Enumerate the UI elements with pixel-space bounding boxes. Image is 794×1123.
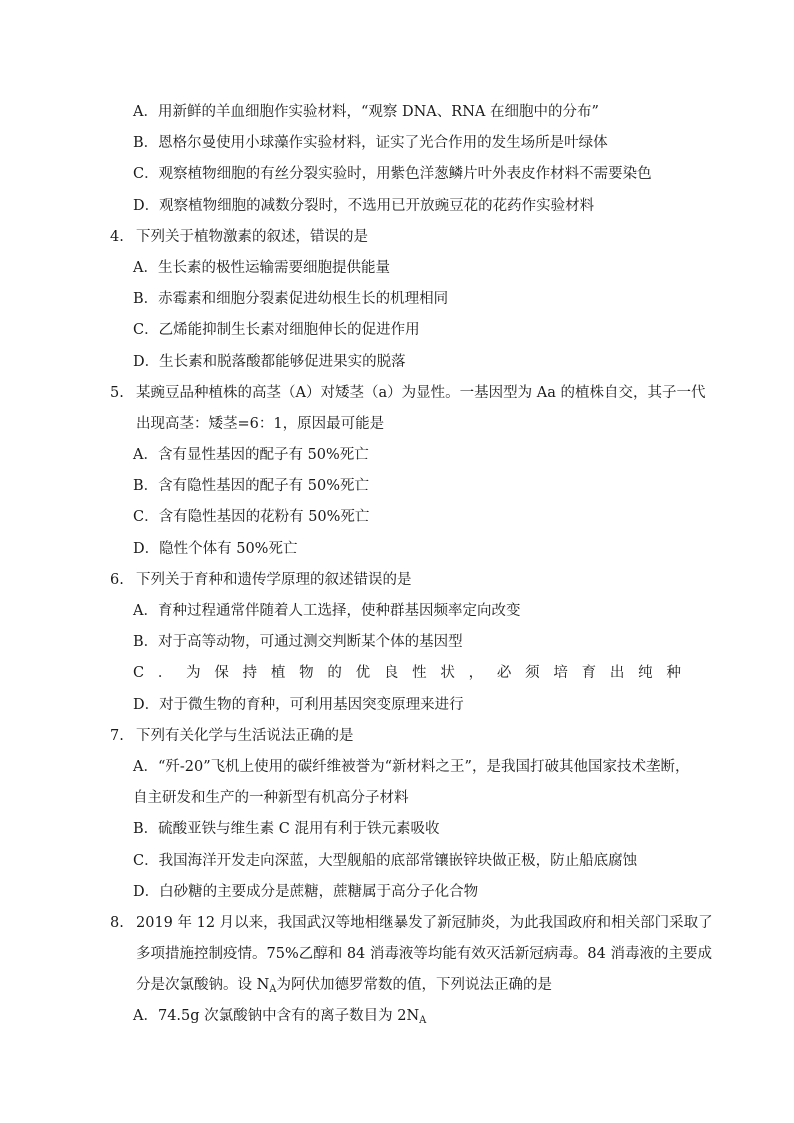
q8-option-a: [133, 1006, 426, 1026]
question-number: 8.: [110, 915, 124, 931]
question-6: [110, 570, 412, 590]
q6-c-char: ，: [468, 665, 484, 681]
subscript: A: [269, 984, 277, 995]
q6-c-char: 植: [270, 665, 286, 681]
q3-option-a: A．用新鲜的羊血细胞作实验材料，“观察 DNA、RNA 在细胞中的分布”: [133, 104, 599, 120]
q4-option-b: B．赤霉素和细胞分裂素促进幼根生长的机理相同: [133, 291, 449, 307]
q3-option-b: B．恩格尔曼使用小球藻作实验材料，证实了光合作用的发生场所是叶绿体: [133, 135, 608, 151]
q6-c-char: 物: [299, 665, 314, 681]
q7-option-c: C．我国海洋开发走向深蓝，大型舰船的底部常镶嵌锌块做正极，防止船底腐蚀: [133, 853, 638, 869]
q5-option-c: C．含有隐性基因的花粉有 50%死亡: [133, 509, 370, 525]
q4-option-d: D．生长素和脱落酸都能够促进果实的脱落: [133, 354, 406, 370]
q4-option-c: C．乙烯能抑制生长素对细胞伸长的促进作用: [133, 322, 420, 338]
q7-option-b: B．硫酸亚铁与维生素 C 混用有利于铁元素吸收: [133, 821, 440, 837]
question-8: [110, 913, 713, 933]
q6-c-char: 为: [186, 665, 201, 681]
q8-stem-text: 为阿伏加德罗常数的值，下列说法正确的是: [276, 977, 553, 993]
q3-option-d: D．观察植物细胞的减数分裂时，不选用已开放豌豆花的花药作实验材料: [133, 198, 595, 214]
question-stem: 某豌豆品种植株的高茎（A）对矮茎（a）为显性。一基因型为 Aa 的植株自交，其子一代: [136, 385, 706, 401]
q7-option-a-continued: 自主研发和生产的一种新型有机高分子材料: [133, 790, 409, 806]
question-number: 5.: [110, 385, 124, 401]
q6-c-char: ．: [157, 665, 173, 681]
q6-c-char: 纯: [638, 665, 653, 681]
q6-c-char: 须: [525, 665, 540, 681]
q5-option-a: A．含有显性基因的配子有 50%死亡: [133, 447, 369, 463]
q6-c-char: 保: [214, 665, 229, 681]
q6-c-char: 出: [609, 665, 625, 681]
question-4: [110, 227, 368, 247]
question-stem: 下列有关化学与生活说法正确的是: [136, 728, 354, 744]
q8-option-a-text: A．74.5g 次氯酸钠中含有的离子数目为 2N: [133, 1008, 420, 1024]
q6-c-char: 优: [355, 665, 371, 681]
q8-stem-text: 分是次氯酸钠。设 N: [136, 977, 270, 993]
q8-stem-line-3: [136, 975, 552, 995]
q6-c-char: 必: [496, 665, 512, 681]
q6-c-char: 持: [242, 665, 258, 681]
question-stem: 2019 年 12 月以来，我国武汉等地相继暴发了新冠肺炎，为此我国政府和相关部门采取了: [136, 915, 713, 931]
q6-c-char: 性: [412, 665, 427, 681]
question-number: 4.: [110, 229, 124, 245]
q6-option-a: A．育种过程通常伴随着人工选择，使种群基因频率定向改变: [133, 603, 521, 619]
q5-option-d: D．隐性个体有 50%死亡: [133, 541, 298, 557]
q7-option-d: D．白砂糖的主要成分是蔗糖，蔗糖属于高分子化合物: [133, 884, 479, 900]
q8-stem-line-2: 多项措施控制疫情。75%乙醇和 84 消毒液等均能有效灭活新冠病毒。84 消毒液的主要成: [136, 946, 712, 962]
q5-option-b: B．含有隐性基因的配子有 50%死亡: [133, 478, 369, 494]
question-number: 7.: [110, 728, 124, 744]
q6-c-char: 育: [581, 665, 597, 681]
subscript: A: [419, 1015, 427, 1026]
question-5: [110, 383, 705, 403]
q6-c-char: 良: [383, 665, 399, 681]
q5-stem-continued: 出现高茎：矮茎=6：1，原因最可能是: [136, 416, 385, 432]
q6-c-char: C: [133, 665, 145, 681]
q6-c-char: 的: [327, 665, 342, 681]
q6-c-char: 培: [553, 665, 568, 681]
question-stem: 下列关于育种和遗传学原理的叙述错误的是: [136, 572, 412, 588]
q7-option-a: A．“歼-20”飞机上使用的碳纤维被誉为“新材料之王”，是我国打破其他国家技术垄断，: [133, 759, 690, 775]
q6-option-c: [133, 663, 681, 683]
q6-c-char: 状: [440, 665, 455, 681]
q4-option-a: A．生长素的极性运输需要细胞提供能量: [133, 260, 390, 276]
question-stem: 下列关于植物激素的叙述，错误的是: [136, 229, 368, 245]
question-number: 6.: [110, 572, 124, 588]
q6-option-b: B．对于高等动物，可通过测交判断某个体的基因型: [133, 634, 463, 650]
q6-option-d: D．对于微生物的育种，可利用基因突变原理来进行: [133, 697, 464, 713]
q3-option-c: C．观察植物细胞的有丝分裂实验时，用紫色洋葱鳞片叶外表皮作材料不需要染色: [133, 166, 652, 182]
q6-c-char: 种: [666, 665, 681, 681]
question-7: [110, 726, 354, 746]
